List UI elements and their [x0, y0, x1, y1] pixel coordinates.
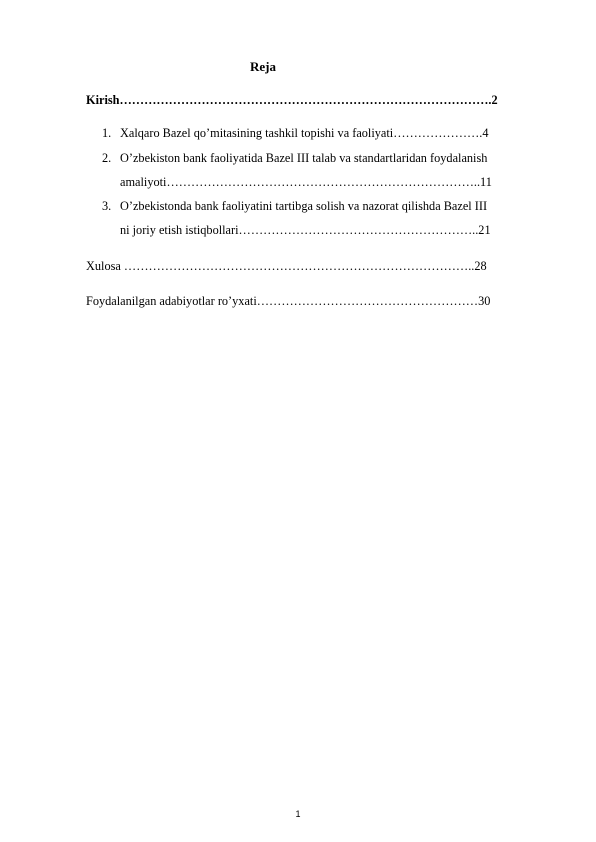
toc-conclusion[interactable]: Xulosa …………………………………………………………………………..28 [86, 259, 487, 273]
toc-item-text-continued: amaliyoti…………………………………………………………………..11 [120, 175, 492, 189]
page-title: Reja [250, 59, 276, 74]
toc-item-text: O’zbekistonda bank faoliyatini tartibga solish va nazorat qilishda Bazel III [120, 199, 488, 213]
toc-item-number: 2. [102, 151, 112, 165]
toc-item-text-continued: ni joriy etish istiqbollari…………………………………………………..21 [120, 223, 491, 237]
toc-references[interactable]: Foydalanilgan adabiyotlar ro’yxati………………………………………………30 [86, 294, 491, 308]
toc-intro[interactable]: Kirish……………………………………………………………………………….2 [86, 93, 498, 107]
toc-item-text: Xalqaro Bazel qo’mitasining tashkil topishi va faoliyati………………….4 [120, 126, 489, 140]
toc-item-text: O’zbekiston bank faoliyatida Bazel III talab va standartlaridan foydalanish [120, 151, 488, 165]
toc-item-number: 1. [102, 126, 112, 140]
toc-item-number: 3. [102, 199, 112, 213]
page-number: 1 [295, 809, 301, 819]
